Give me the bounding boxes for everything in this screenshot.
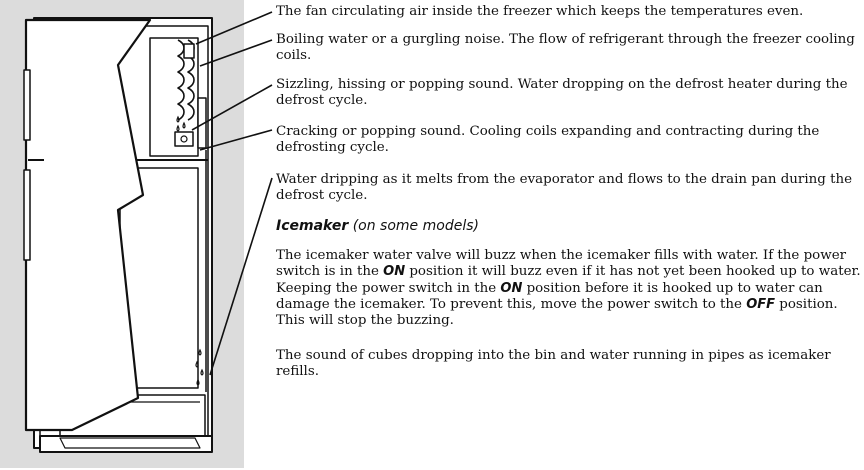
icemaker-paragraph-buzz	[276, 248, 862, 329]
icemaker-heading-bold: Icemaker	[276, 218, 349, 234]
callout-fan: The fan circulating air inside the freezer which keeps the temperatures even.	[276, 4, 804, 19]
icemaker-paragraph-cubes: The sound of cubes dropping into the bin and water running in pipes as icemaker refills.	[276, 348, 831, 380]
keyword-on: ON	[500, 280, 523, 296]
text-run: position. This will stop the buzzing.	[276, 296, 838, 329]
text-run: position it will buzz even if it has not yet been hooked up to water. Keeping the power switch in the	[276, 264, 861, 296]
icemaker-heading	[276, 218, 479, 234]
keyword-on: ON	[383, 264, 406, 280]
icemaker-heading-note: (on some models)	[348, 218, 479, 234]
callout-dripping: Water dripping as it melts from the evaporator and flows to the drain pan during the defrost cycle.	[276, 172, 852, 204]
text-run: position before it is hooked up to water can damage the icemaker. To prevent this, move the power switch to the	[276, 280, 823, 312]
callout-cracking: Cracking or popping sound. Cooling coils expanding and contracting during the defrosting cycle.	[276, 124, 820, 156]
callout-boiling: Boiling water or a gurgling noise. The flow of refrigerant through the freezer cooling coils.	[276, 32, 855, 64]
text-run: The icemaker water valve will buzz when the icemaker fills with water. If the power switch is in the	[276, 248, 847, 280]
callout-sizzling: Sizzling, hissing or popping sound. Water dropping on the defrost heater during the defrost cycle.	[276, 77, 848, 109]
keyword-off: OFF	[746, 296, 776, 312]
refrigerator-drawing	[24, 18, 212, 452]
